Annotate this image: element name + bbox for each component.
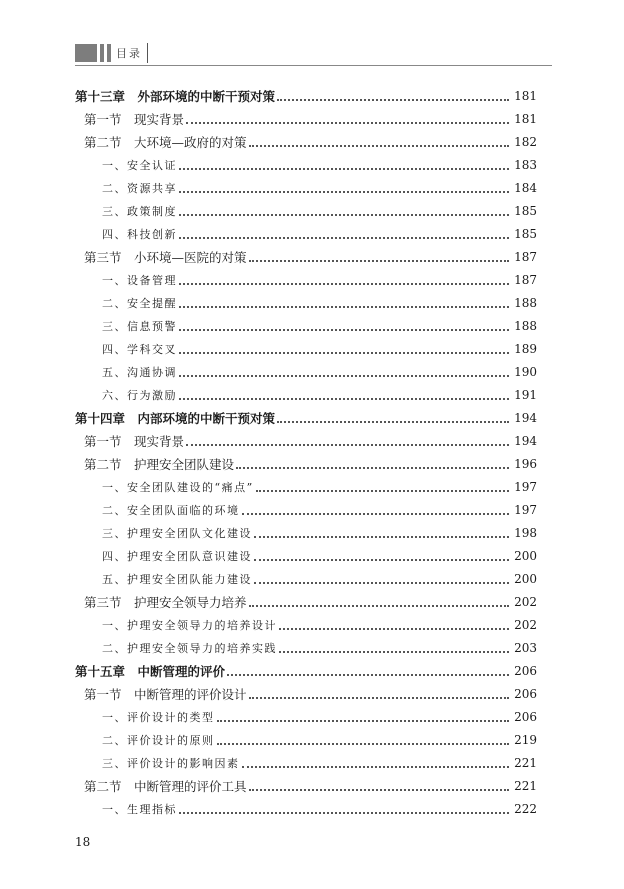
toc-entry-page: 185	[514, 203, 537, 218]
toc-entry-page: 194	[514, 433, 537, 448]
toc-entry-section[interactable]	[75, 774, 537, 797]
toc-entry-title: 六、行为激励	[102, 388, 177, 402]
toc-entry-title: 第十三章 外部环境的中断干预对策	[75, 88, 276, 104]
toc-entry-item[interactable]	[75, 337, 537, 360]
dot-leader	[217, 731, 510, 745]
toc-entry-section[interactable]	[75, 130, 537, 153]
toc-entry-item[interactable]	[75, 797, 537, 820]
header-rule	[75, 65, 552, 66]
dot-leader	[249, 248, 509, 262]
toc-entry-page: 188	[514, 295, 537, 310]
toc-entry-chapter[interactable]	[75, 84, 537, 107]
toc-entry-item[interactable]	[75, 498, 537, 521]
dot-leader	[179, 179, 509, 193]
toc-entry-section[interactable]	[75, 429, 537, 452]
toc-entry-title: 一、安全团队建设的“痛点”	[102, 480, 254, 494]
toc-entry-title: 第十五章 中断管理的评价	[75, 663, 226, 679]
toc-entry-page: 202	[514, 617, 537, 632]
dot-leader	[279, 616, 509, 630]
toc-entry-chapter[interactable]	[75, 406, 537, 429]
dot-leader	[217, 708, 510, 722]
toc-entry-item[interactable]	[75, 291, 537, 314]
toc-entry-page: 197	[514, 502, 537, 517]
toc-entry-title: 第十四章 内部环境的中断干预对策	[75, 410, 276, 426]
toc-entry-title: 一、生理指标	[102, 802, 177, 816]
dot-leader	[179, 800, 509, 814]
toc-entry-page: 184	[514, 180, 537, 195]
toc-entry-chapter[interactable]	[75, 659, 537, 682]
toc-entry-section[interactable]	[75, 245, 537, 268]
toc-entry-page: 197	[514, 479, 537, 494]
toc-entry-page: 194	[514, 410, 537, 425]
toc-entry-page: 219	[514, 732, 537, 747]
toc-entry-item[interactable]	[75, 636, 537, 659]
toc-entry-page: 187	[514, 249, 537, 264]
toc-entry-section[interactable]	[75, 590, 537, 613]
dot-leader	[227, 662, 509, 676]
toc-entry-item[interactable]	[75, 751, 537, 774]
toc-entry-page: 189	[514, 341, 537, 356]
toc-entry-page: 198	[514, 525, 537, 540]
dot-leader	[179, 294, 509, 308]
toc-entry-page: 187	[514, 272, 537, 287]
toc-entry-page: 183	[514, 157, 537, 172]
toc-entry-title: 四、护理安全团队意识建设	[102, 549, 252, 563]
toc-entry-page: 182	[514, 134, 537, 149]
toc-entry-item[interactable]	[75, 199, 537, 222]
toc-entry-page: 190	[514, 364, 537, 379]
toc-entry-page: 185	[514, 226, 537, 241]
toc-entry-item[interactable]	[75, 544, 537, 567]
dot-leader	[249, 133, 509, 147]
toc-entry-page: 181	[514, 111, 537, 126]
header-bars-decoration	[75, 44, 114, 62]
toc-entry-title: 二、资源共享	[102, 181, 177, 195]
toc-entry-title: 二、安全团队面临的环境	[102, 503, 240, 517]
toc-entry-item[interactable]	[75, 222, 537, 245]
toc-entry-title: 二、评价设计的原则	[102, 733, 215, 747]
toc-entry-title: 第二节 护理安全团队建设	[84, 456, 235, 472]
dot-leader	[249, 685, 509, 699]
toc-entry-title: 第一节 现实背景	[84, 433, 185, 449]
dot-leader	[277, 87, 509, 101]
toc-entry-page: 222	[514, 801, 537, 816]
toc-entry-title: 第一节 现实背景	[84, 111, 185, 127]
dot-leader	[179, 340, 509, 354]
toc-entry-item[interactable]	[75, 153, 537, 176]
toc-entry-item[interactable]	[75, 705, 537, 728]
running-header	[75, 40, 552, 66]
toc-entry-item[interactable]	[75, 613, 537, 636]
dot-leader	[236, 455, 509, 469]
toc-entry-item[interactable]	[75, 268, 537, 291]
dot-leader	[179, 317, 509, 331]
toc-entry-title: 二、护理安全领导力的培养实践	[102, 641, 277, 655]
dot-leader	[254, 570, 509, 584]
toc-entry-page: 206	[514, 709, 537, 724]
toc-entry-title: 五、沟通协调	[102, 365, 177, 379]
toc-entry-page: 221	[514, 778, 537, 793]
dot-leader	[179, 225, 509, 239]
toc-entry-item[interactable]	[75, 176, 537, 199]
toc-entry-title: 一、评价设计的类型	[102, 710, 215, 724]
toc-entry-item[interactable]	[75, 728, 537, 751]
toc-entry-section[interactable]	[75, 107, 537, 130]
toc-entry-section[interactable]	[75, 682, 537, 705]
toc-entry-title: 一、设备管理	[102, 273, 177, 287]
dot-leader	[254, 524, 509, 538]
toc-entry-title: 第一节 中断管理的评价设计	[84, 686, 247, 702]
dot-leader	[254, 547, 509, 561]
toc-entry-title: 第二节 大环境—政府的对策	[84, 134, 247, 150]
dot-leader	[179, 202, 509, 216]
toc-entry-title: 二、安全提醒	[102, 296, 177, 310]
toc-entry-page: 203	[514, 640, 537, 655]
dot-leader	[277, 409, 509, 423]
toc-entry-title: 一、护理安全领导力的培养设计	[102, 618, 277, 632]
toc-entry-page: 200	[514, 571, 537, 586]
toc-entry-title: 五、护理安全团队能力建设	[102, 572, 252, 586]
dot-leader	[249, 777, 509, 791]
header-separator	[147, 43, 148, 63]
dot-leader	[256, 478, 509, 492]
dot-leader	[179, 156, 509, 170]
toc-entry-page: 200	[514, 548, 537, 563]
toc-entry-item[interactable]	[75, 383, 537, 406]
toc-entry-title: 四、科技创新	[102, 227, 177, 241]
toc-entry-item[interactable]	[75, 567, 537, 590]
dot-leader	[242, 501, 510, 515]
toc-entry-item[interactable]	[75, 360, 537, 383]
toc-entry-item[interactable]	[75, 314, 537, 337]
toc-entry-page: 206	[514, 686, 537, 701]
toc-entry-section[interactable]	[75, 452, 537, 475]
toc-entry-page: 221	[514, 755, 537, 770]
toc-entry-title: 第三节 小环境—医院的对策	[84, 249, 247, 265]
dot-leader	[249, 593, 509, 607]
toc-entry-title: 三、评价设计的影响因素	[102, 756, 240, 770]
toc-entry-title: 一、安全认证	[102, 158, 177, 172]
toc-entry-page: 181	[514, 88, 537, 103]
dot-leader	[242, 754, 510, 768]
dot-leader	[179, 386, 509, 400]
page-number: 18	[75, 835, 91, 849]
toc-entry-title: 第二节 中断管理的评价工具	[84, 778, 247, 794]
table-of-contents	[75, 84, 537, 820]
toc-entry-page: 202	[514, 594, 537, 609]
dot-leader	[186, 110, 509, 124]
toc-entry-title: 三、护理安全团队文化建设	[102, 526, 252, 540]
dot-leader	[179, 363, 509, 377]
toc-entry-page: 188	[514, 318, 537, 333]
toc-entry-title: 四、学科交叉	[102, 342, 177, 356]
dot-leader	[179, 271, 509, 285]
toc-entry-item[interactable]	[75, 475, 537, 498]
toc-entry-title: 第三节 护理安全领导力培养	[84, 594, 247, 610]
header-title: 目录	[116, 47, 142, 60]
dot-leader	[279, 639, 509, 653]
toc-entry-page: 196	[514, 456, 537, 471]
dot-leader	[186, 432, 509, 446]
toc-entry-page: 191	[514, 387, 537, 402]
toc-entry-item[interactable]	[75, 521, 537, 544]
toc-entry-title: 三、政策制度	[102, 204, 177, 218]
toc-entry-title: 三、信息预警	[102, 319, 177, 333]
toc-entry-page: 206	[514, 663, 537, 678]
